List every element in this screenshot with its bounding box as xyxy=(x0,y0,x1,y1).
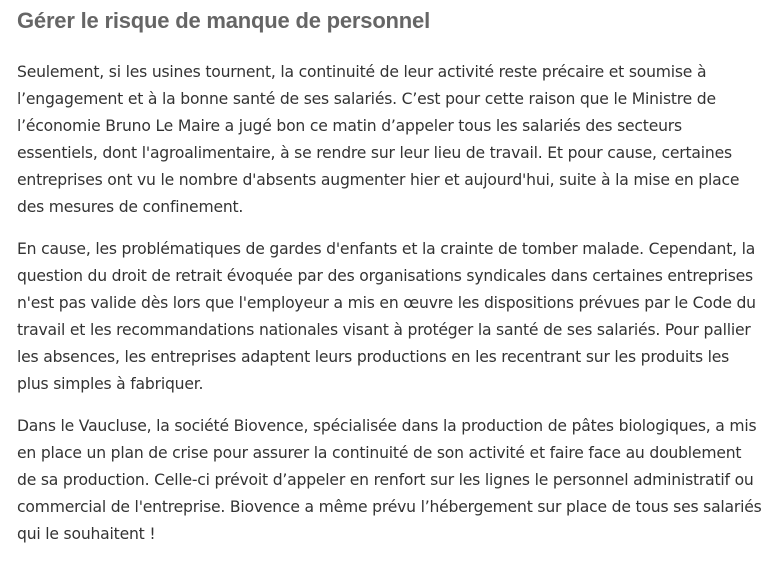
article-body xyxy=(17,0,762,548)
section-heading: Gérer le risque de manque de personnel xyxy=(17,8,430,33)
paragraph-2: En cause, les problématiques de gardes d'enfants et la crainte de tomber malade. Cependant, la question du droit de retrait évoquée par des organisations syndicales dans certaines entreprises n'est pas valide dès lors que l'employeur a mis en œuvre les dispositions prévues par le Code du travail et les recommandations nationales visant à protéger la santé de ses salariés. Pour pallier les absences, les entreprises adaptent leurs productions en les recentrant sur les produits les plus simples à fabriquer. xyxy=(17,240,756,393)
paragraph-3: Dans le Vaucluse, la société Biovence, spécialisée dans la production de pâtes biologiques, a mis en place un plan de crise pour assurer la continuité de son activité et faire face au doublement de sa production. Celle-ci prévoit d’appeler en renfort sur les lignes le personnel administratif ou commercial de l'entreprise. Biovence a même prévu l’hébergement sur place de tous ses salariés qui le souhaitent ! xyxy=(17,417,762,543)
paragraph-1: Seulement, si les usines tournent, la continuité de leur activité reste précaire et soumise à l’engagement et à la bonne santé de ses salariés. C’est pour cette raison que le Ministre de l’économie Bruno Le Maire a jugé bon ce matin d’appeler tous les salariés des secteurs essentiels, dont l'agroalimentaire, à se rendre sur leur lieu de travail. Et pour cause, certaines entreprises ont vu le nombre d'absents augmenter hier et aujourd'hui, suite à la mise en place des mesures de confinement. xyxy=(17,63,740,216)
